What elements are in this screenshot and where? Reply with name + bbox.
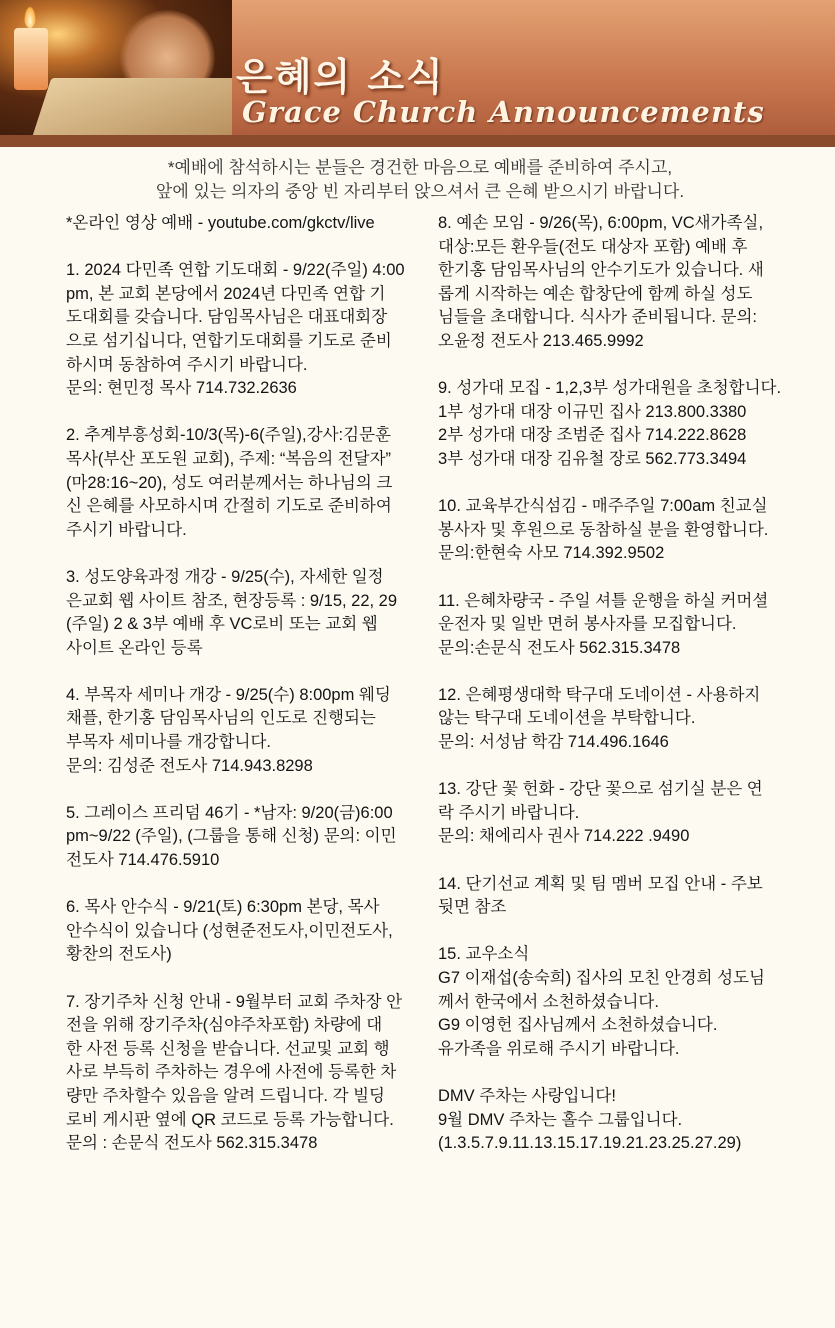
announcement-line: 롭게 시작하는 예손 합창단에 함께 하실 성도 [438, 284, 753, 303]
announcement-item [66, 991, 428, 1156]
announcement-line: 문의:손문식 전도사 562.315.3478 [438, 638, 681, 657]
announcement-item [66, 424, 428, 542]
announcement-line: pm, 본 교회 본당에서 2024년 다민족 연합 기 [66, 284, 386, 303]
announcement-item [438, 1085, 800, 1156]
announcement-line: 사이트 온라인 등록 [66, 638, 203, 657]
announcement-line: 2. 추계부흥성회-10/3(목)-6(주일),강사:김문훈 [66, 426, 391, 445]
announcement-line: 7. 장기주차 신청 안내 - 9월부터 교회 주차장 안 [66, 992, 403, 1011]
announcement-item [66, 896, 428, 967]
announcement-line: 3. 성도양육과정 개강 - 9/25(수), 자세한 일정 [66, 567, 384, 586]
announcement-item [66, 259, 428, 401]
announcement-line: 한기홍 담임목사님의 안수기도가 있습니다. 새 [438, 261, 764, 280]
announcement-item [438, 495, 800, 566]
announcement-item [438, 684, 800, 755]
announcement-line: 8. 예손 모임 - 9/26(목), 6:00pm, VC새가족실, [438, 214, 764, 232]
announcement-line: 문의: 서성남 학감 714.496.1646 [438, 733, 669, 752]
header-divider [0, 135, 835, 147]
announcement-line: 2부 성가대 대장 조범준 집사 714.222.8628 [438, 426, 747, 445]
announcement-line: 부목자 세미나를 개강합니다. [66, 733, 272, 752]
candle-icon [14, 28, 48, 90]
announcement-line: 않는 탁구대 도네이션을 부탁합니다. [438, 709, 696, 728]
announcement-line: 3부 성가대 대장 김유철 장로 562.773.3494 [438, 449, 747, 468]
announcement-line: DMV 주차는 사랑입니다! [438, 1086, 616, 1105]
announcement-line: 목사(부산 포도원 교회), 주제: “복음의 전달자” [66, 449, 392, 468]
announcement-item [66, 802, 428, 873]
announcement-line: 량만 주차할수 있음을 알려 드립니다. 각 빌딩 [66, 1086, 385, 1105]
notice-line: *예배에 참석하시는 분들은 경건한 마음으로 예배를 준비하여 주시고, [167, 158, 673, 177]
announcement-line: 14. 단기선교 계획 및 팀 멤버 모집 안내 - 주보 [438, 874, 763, 893]
announcement-item [438, 943, 800, 1061]
announcement-item [438, 212, 800, 354]
announcement-item [438, 377, 800, 471]
announcement-line: 채플, 한기홍 담임목사님의 인도로 진행되는 [66, 709, 376, 728]
announcement-line: (1.3.5.7.9.11.13.15.17.19.21.23.25.27.29) [438, 1134, 742, 1153]
announcement-line: 전도사 714.476.5910 [66, 851, 220, 870]
announcement-line: 한 사전 등록 신청을 받습니다. 선교및 교회 행 [66, 1039, 390, 1058]
announcement-line: 은교회 웹 사이트 참조, 현장등록 : 9/15, 22, 29 [66, 591, 398, 610]
announcement-item [66, 212, 428, 236]
announcement-line: 안수식이 있습니다 (성현준전도사,이민전도사, [66, 921, 393, 940]
candle-bible-photo [0, 0, 232, 137]
announcements-right-column [438, 212, 800, 1179]
announcement-item [438, 873, 800, 920]
bible-icon [29, 78, 232, 137]
announcement-line: 1. 2024 다민족 연합 기도대회 - 9/22(주일) 4:00 [66, 261, 405, 280]
announcement-item [438, 778, 800, 849]
flame-icon [24, 6, 36, 28]
announcement-line: 12. 은혜평생대학 탁구대 도네이션 - 사용하지 [438, 685, 761, 704]
announcement-line: 문의 : 손문식 전도사 562.315.3478 [66, 1134, 318, 1153]
announcement-line: G9 이영헌 집사님께서 소천하셨습니다. [438, 1016, 718, 1035]
announcement-line: 5. 그레이스 프리덤 46기 - *남자: 9/20(금)6:00 [66, 803, 393, 822]
page-title: 은혜의 소식 [236, 55, 445, 99]
announcement-line: (마28:16~20), 성도 여러분께서는 하나님의 크 [66, 473, 393, 492]
announcement-item [438, 590, 800, 661]
announcement-line: 4. 부목자 세미나 개강 - 9/25(수) 8:00pm 웨딩 [66, 685, 391, 704]
header-banner [0, 0, 835, 147]
announcement-line: 문의: 김성준 전도사 714.943.8298 [66, 756, 313, 775]
announcement-line: G7 이재섭(송숙희) 집사의 모친 안경희 성도님 [438, 969, 765, 987]
announcements-left-column [66, 212, 428, 1179]
announcement-line: 오윤정 전도사 213.465.9992 [438, 331, 644, 350]
announcement-line: 9. 성가대 모집 - 1,2,3부 성가대원을 초청합니다. [438, 379, 782, 398]
announcement-line: 1부 성가대 대장 이규민 집사 213.800.3380 [438, 402, 747, 421]
announcement-line: pm~9/22 (주일), (그룹을 통해 신청) 문의: 이민 [66, 827, 397, 846]
announcement-line: 문의: 채에리사 권사 714.222 .9490 [438, 827, 690, 846]
announcement-line: 사로 부득히 주차하는 경우에 사전에 등록한 차 [66, 1063, 397, 1082]
announcement-item [66, 684, 428, 778]
announcement-line: 락 주시기 바랍니다. [438, 803, 580, 822]
announcement-line: 유가족을 위로해 주시기 바랍니다. [438, 1039, 680, 1058]
worship-notice [60, 156, 780, 204]
announcement-line: 주시기 바랍니다. [66, 520, 187, 539]
announcement-line: *온라인 영상 예배 - youtube.com/gkctv/live [66, 214, 375, 232]
announcement-line: 께서 한국에서 소천하셨습니다. [438, 992, 659, 1011]
page-subtitle: Grace Church Announcements [242, 95, 765, 129]
announcement-line: 신 은혜를 사모하시며 간절히 기도로 준비하여 [66, 497, 392, 516]
announcement-line: 황찬의 전도사) [66, 945, 172, 964]
announcement-line: 15. 교우소식 [438, 945, 530, 964]
announcement-line: 로비 게시판 옆에 QR 코드로 등록 가능합니다. [66, 1110, 394, 1129]
announcement-line: 으로 섬기십니다, 연합기도대회를 기도로 준비 [66, 331, 392, 350]
announcement-line: 11. 은혜차량국 - 주일 셔틀 운행을 하실 커머셜 [438, 591, 769, 610]
announcement-line: 문의: 현민정 목사 714.732.2636 [66, 379, 297, 398]
announcement-line: 봉사자 및 후원으로 동참하실 분을 환영합니다. [438, 520, 769, 539]
announcement-line: 대상:모든 환우들(전도 대상자 포함) 예배 후 [438, 237, 748, 256]
announcement-line: 뒷면 참조 [438, 898, 507, 917]
announcement-line: 운전자 및 일반 면허 봉사자를 모집합니다. [438, 615, 737, 634]
announcement-line: 문의:한현숙 사모 714.392.9502 [438, 544, 665, 563]
announcement-line: 9월 DMV 주차는 홀수 그룹입니다. [438, 1110, 683, 1129]
announcement-item [66, 566, 428, 660]
announcement-line: 하시며 동참하여 주시기 바랍니다. [66, 355, 308, 374]
announcement-line: 님들을 초대합니다. 식사가 준비됩니다. 문의: [438, 308, 757, 327]
announcement-line: 6. 목사 안수식 - 9/21(토) 6:30pm 본당, 목사 [66, 898, 380, 917]
announcement-line: (주일) 2 & 3부 예배 후 VC로비 또는 교회 웹 [66, 615, 378, 634]
announcement-line: 13. 강단 꽃 헌화 - 강단 꽃으로 섬기실 분은 연 [438, 780, 763, 799]
notice-line: 앞에 있는 의자의 중앙 빈 자리부터 앉으셔서 큰 은혜 받으시기 바랍니다. [155, 182, 685, 201]
announcement-line: 10. 교육부간식섬김 - 매주주일 7:00am 친교실 [438, 497, 768, 516]
announcement-line: 전을 위해 장기주차(심야주차포함) 차량에 대 [66, 1016, 383, 1035]
announcement-line: 도대회를 갖습니다. 담임목사님은 대표대회장 [66, 308, 388, 327]
